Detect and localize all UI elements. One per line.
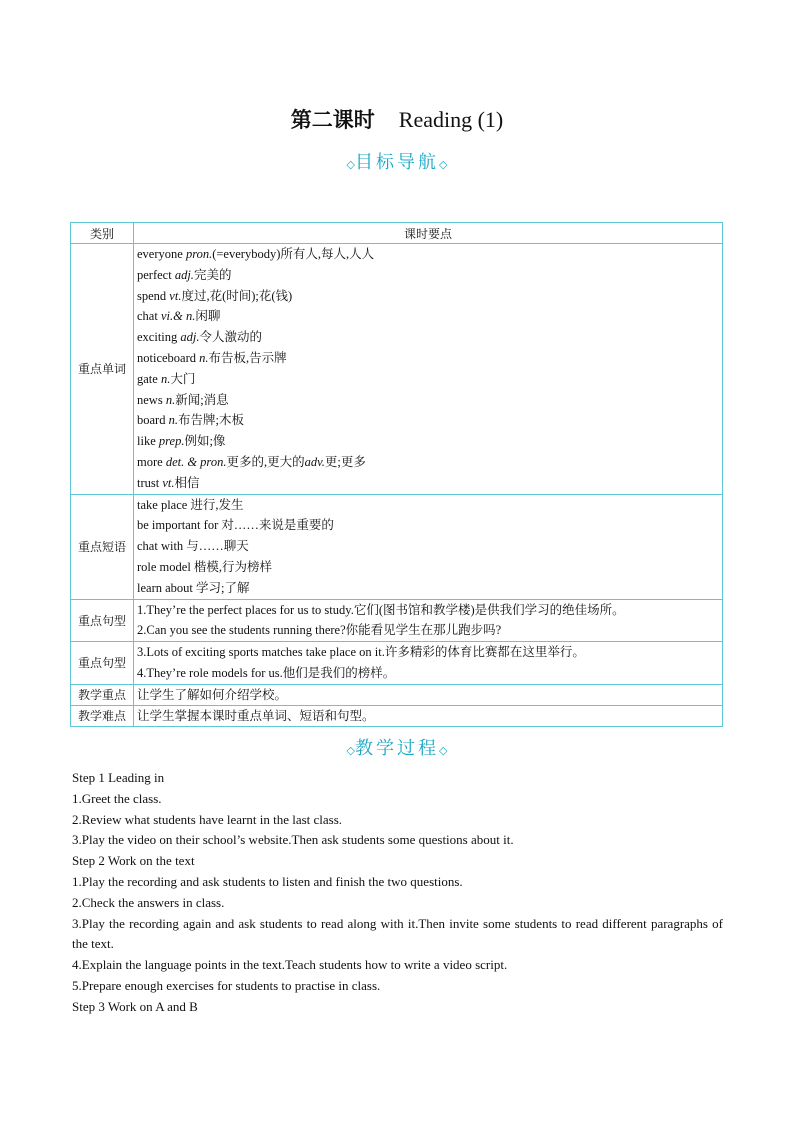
- vocab-pos: adj.: [180, 330, 200, 345]
- vocab-item: [137, 431, 719, 452]
- step-item: 3.Play the video on their school’s website.Then ask students some questions about it.: [72, 832, 514, 848]
- vocab-word: news: [137, 392, 163, 407]
- step-heading: Step 3 Work on A and B: [72, 998, 198, 1014]
- vocab-item: [137, 348, 719, 369]
- process-body: [72, 768, 723, 1018]
- sentences-list: [134, 599, 723, 642]
- sentence-item: 1.They’re the perfect places for us to study.它们(图书馆和教学楼)是供我们学习的绝佳场所。: [137, 602, 625, 617]
- vocab-meaning: 闲聊: [195, 309, 221, 324]
- diamond-icon: ◇: [439, 158, 448, 171]
- vocab-word: more: [137, 454, 163, 469]
- vocab-item: [137, 473, 719, 494]
- phrases-list: [134, 494, 723, 599]
- vocab-meaning: 度过,花(时间);花(钱): [181, 288, 293, 303]
- sentences-category: 重点句型: [71, 642, 134, 685]
- vocab-list: [134, 244, 723, 495]
- diamond-icon: ◇: [346, 158, 355, 171]
- phrase-item: be important for 对……来说是重要的: [137, 518, 334, 533]
- vocab-meaning: 新闻;消息: [175, 392, 229, 407]
- vocab-pos: prep.: [158, 434, 185, 449]
- vocab-meaning: 更;更多: [324, 454, 366, 469]
- step-heading: Step 2 Work on the text: [72, 853, 195, 869]
- vocab-pos: pron.: [185, 247, 213, 261]
- goals-heading-text: 目标导航: [355, 152, 439, 173]
- lesson-number: 第二课时: [290, 108, 375, 132]
- vocab-pos: n.: [168, 413, 178, 428]
- vocab-item: [137, 410, 719, 431]
- step-item: 4.Explain the language points in the text.Teach students how to write a video script.: [72, 957, 508, 973]
- vocab-item: [137, 390, 719, 411]
- header-category: 类别: [71, 223, 134, 244]
- header-points: 课时要点: [134, 223, 723, 244]
- vocab-meaning: 相信: [174, 475, 200, 490]
- vocab-word: exciting: [137, 330, 178, 345]
- process-heading-text: 教学过程: [355, 738, 439, 759]
- vocab-word: noticeboard: [137, 350, 197, 365]
- phrases-row: [71, 494, 723, 599]
- table-header-row: [71, 223, 723, 244]
- vocab-item: [137, 265, 719, 286]
- vocab-item: [137, 244, 719, 265]
- diamond-icon: ◇: [346, 744, 355, 757]
- vocab-word: spend: [137, 288, 167, 303]
- step-item: 2.Review what students have learnt in the last class.: [72, 811, 343, 827]
- sentences-row-2: [71, 642, 723, 685]
- diamond-icon: ◇: [439, 744, 448, 757]
- sentences-row-1: [71, 599, 723, 642]
- process-heading: [0, 734, 794, 760]
- vocab-pos: n.: [160, 371, 171, 386]
- vocab-word: gate: [137, 371, 158, 386]
- vocab-item: [137, 306, 719, 327]
- vocab-meaning: 完美的: [193, 267, 232, 282]
- focus-category: 教学重点: [71, 684, 134, 705]
- focus-row: [71, 684, 723, 705]
- difficulty-text: 让学生掌握本课时重点单词、短语和句型。: [134, 705, 723, 726]
- lesson-name: Reading (1): [398, 107, 504, 132]
- vocab-pos: vt.: [169, 288, 182, 303]
- vocab-row: [71, 244, 723, 495]
- vocab-item: [137, 369, 719, 390]
- vocab-meaning: 布告板,告示牌: [208, 350, 287, 365]
- step-item: 1.Greet the class.: [72, 790, 162, 806]
- vocab-pos: n.: [199, 350, 209, 365]
- vocab-item: [137, 327, 719, 348]
- focus-text: 让学生了解如何介绍学校。: [134, 684, 723, 705]
- vocab-item: [137, 286, 719, 307]
- sentence-item: 3.Lots of exciting sports matches take place on it.许多精彩的体育比赛都在这里举行。: [137, 645, 585, 660]
- phrase-item: role model 楷模,行为榜样: [137, 559, 273, 574]
- sentences-list: [134, 642, 723, 685]
- vocab-meaning: 大门: [170, 371, 196, 386]
- vocab-meaning: (=everybody)所有人,每人,人人: [212, 247, 375, 261]
- vocab-word: trust: [137, 475, 160, 490]
- step-item: 3.Play the recording again and ask students to read along with it.Then invite some students to read different paragraphs of the text.: [72, 915, 723, 952]
- vocab-meaning: 例如;像: [184, 434, 226, 449]
- step-item: 5.Prepare enough exercises for students to practise in class.: [72, 977, 381, 993]
- page-title: [0, 104, 794, 134]
- vocab-word: everyone: [137, 247, 183, 261]
- sentences-category: 重点句型: [71, 599, 134, 642]
- vocab-pos: vt.: [162, 475, 175, 490]
- lesson-points-table: [70, 222, 723, 727]
- vocab-pos: det. & pron.: [165, 454, 227, 469]
- sentence-item: 4.They’re role models for us.他们是我们的榜样。: [137, 665, 396, 680]
- phrase-item: chat with 与……聊天: [137, 539, 249, 554]
- step-heading: Step 1 Leading in: [72, 770, 165, 785]
- vocab-word: chat: [137, 309, 158, 324]
- vocab-meaning: 令人激动的: [199, 330, 263, 345]
- vocab-pos: n.: [165, 392, 176, 407]
- goals-heading: [0, 148, 794, 174]
- vocab-meaning: 布告牌;木板: [177, 413, 244, 428]
- difficulty-row: [71, 705, 723, 726]
- vocab-word: like: [137, 434, 156, 449]
- phrase-item: take place 进行,发生: [137, 497, 244, 512]
- step-item: 2.Check the answers in class.: [72, 894, 225, 910]
- sentence-item: 2.Can you see the students running there?你能看见学生在那儿跑步吗?: [137, 623, 502, 638]
- vocab-meaning: 更多的,更大的: [226, 454, 305, 469]
- vocab-pos: adv.: [304, 454, 325, 469]
- phrase-item: learn about 学习;了解: [137, 580, 250, 595]
- vocab-category: 重点单词: [71, 244, 134, 495]
- vocab-item: [137, 452, 719, 473]
- phrases-category: 重点短语: [71, 494, 134, 599]
- vocab-word: perfect: [137, 267, 172, 282]
- vocab-word: board: [137, 413, 166, 428]
- vocab-pos: vi.& n.: [160, 309, 196, 324]
- step-item: 1.Play the recording and ask students to listen and finish the two questions.: [72, 873, 463, 889]
- difficulty-category: 教学难点: [71, 705, 134, 726]
- vocab-pos: adj.: [174, 267, 194, 282]
